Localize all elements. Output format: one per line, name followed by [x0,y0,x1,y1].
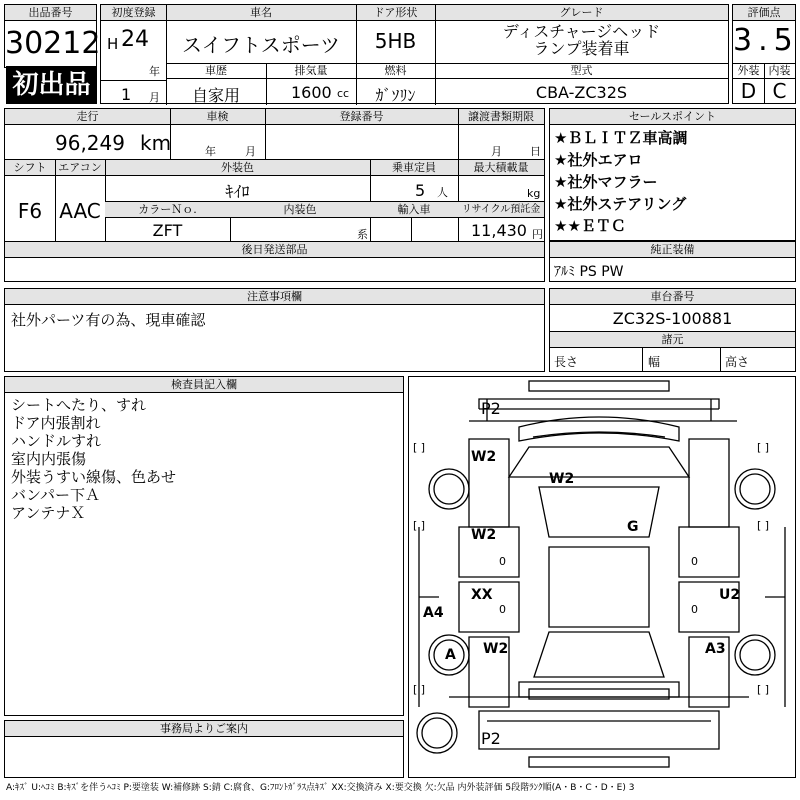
header-block [4,4,799,105]
chassis-value: ZC32S-100881 [612,309,733,328]
height-label: 高さ [725,355,750,369]
displacement-value: 1600 [291,83,332,102]
bracket-left-mid: [ ] [413,519,426,532]
reg-month: 1 [121,85,132,104]
specs-label: 諸元 [550,332,795,348]
transfer-day-unit: 日 [530,145,541,158]
int-label: 内装 [768,64,791,77]
ext-label: 外装 [737,64,760,77]
mileage-label: 走行 [5,109,170,125]
equipment-value: ｱﾙﾐ PS PW [554,264,624,280]
width-label: 幅 [648,355,661,369]
mark-w2-front-left: W2 [471,449,497,465]
vehicle-name: スイフトスポーツ [182,33,340,57]
sales-point: ★ＢＬＩＴＺ車高調 [554,129,688,147]
inspector-line: ドア内張割れ [11,414,101,432]
notes-value: 社外パーツ有の為、現車確認 [11,311,206,329]
mark-w2-front-door: W2 [471,527,497,543]
history-value: 自家用 [191,86,240,105]
model-label: 型式 [570,64,593,77]
reg-year: 24 [121,27,149,52]
maxload-label: 最大積載量 [458,160,544,176]
inspection-label: 車検 [170,109,265,125]
fuel-value: ｶﾞｿﾘﾝ [375,86,416,105]
sales-point: ★社外マフラー [554,173,658,191]
vehicle-header-grid [100,4,729,104]
first-listing-badge: 初出品 [6,66,97,104]
mark-zero-d: 0 [691,603,698,616]
car-outline-diagram [409,377,795,777]
lot-label: 出品番号 [5,5,96,21]
capacity-label: 乗車定員 [370,160,458,176]
mileage-value: 96,249 [55,131,125,155]
inspector-label: 検査員記入欄 [5,377,403,393]
color-value: ｷｲﾛ [225,182,250,201]
inspector-line: バンパー下Ａ [11,486,100,504]
sales-point: ★社外ステアリング [554,195,687,213]
equipment-box [549,241,796,282]
inspector-line: シートへたり、すれ [11,396,147,414]
name-label: 車名 [166,5,356,21]
score-box [732,4,799,104]
later-parts-label: 後日発送部品 [5,242,544,258]
reg-month-unit: 月 [149,91,160,104]
capacity-unit: 人 [437,186,448,199]
int-score: C [772,79,787,103]
inspector-line: アンテナＸ [11,504,86,522]
office-box [4,720,404,778]
sales-label: セールスポイント [550,109,795,125]
grade-line-2: ランプ装着車 [533,39,630,58]
transfer-label: 譲渡書類期限 [458,109,544,125]
car-diagram [408,376,796,778]
ext-score: D [740,79,757,103]
grade-label: グレード [435,5,728,21]
maxload-unit: kg [527,187,541,200]
displacement-unit: cc [337,87,350,100]
mileage-unit: km [140,131,172,155]
lot-box [4,4,101,68]
model-value: CBA-ZC32S [535,83,628,102]
details-grid [4,108,545,282]
mark-zero-a: 0 [499,555,506,568]
shift-label: シフト [5,160,55,176]
shift-value: F6 [17,199,43,223]
mark-w2-hood: W2 [549,471,575,487]
inspector-line: 室内内張傷 [11,450,87,468]
transfer-month-unit: 月 [491,145,502,158]
door-label: ドア形状 [356,5,435,21]
reg-year-unit: 年 [149,65,160,78]
ac-label: エアコン [55,160,105,176]
notes-label: 注意事項欄 [5,289,544,305]
mark-p2-bottom: P2 [481,729,501,748]
mark-a4-left: A4 [423,605,444,621]
history-label: 車歴 [205,64,227,77]
length-label: 長さ [554,355,579,369]
equipment-label: 純正装備 [550,242,795,258]
fuel-label: 燃料 [384,64,407,77]
colorno-label: カラーＮｏ. [105,202,230,218]
intcolor-unit: 系 [357,228,368,241]
score-label: 評価点 [733,5,795,21]
inspector-box [4,376,404,716]
disp-label: 排気量 [294,64,328,77]
inspector-notes [11,396,176,522]
office-label: 事務局よりご案内 [5,721,403,737]
bracket-left-low: [ ] [413,683,426,696]
chassis-box [549,288,796,372]
inspector-line: 外装うすい線傷、色あせ [11,468,177,486]
mark-p2-top: P2 [481,399,501,418]
colorno-value: ZFT [152,221,183,240]
lot-number: 30212 [5,26,101,61]
bracket-right-low: [ ] [757,683,770,696]
regno-label: 登録番号 [265,109,458,125]
score-value: 3.5 [733,23,799,58]
bracket-right-top: [ ] [757,441,770,454]
insp-year-unit: 年 [205,145,216,158]
bracket-right-mid: [ ] [757,519,770,532]
reg-label: 初度登録 [101,5,166,21]
mark-a3-right: A3 [705,641,726,657]
mark-xx-rear-door: XX [471,587,493,603]
legend: A:ｷｽﾞ U:ﾍｺﾐ B:ｷｽﾞを伴うﾍｺﾐ P:要塗装 W:補修跡 S:錆 C:腐食、G:ﾌﾛﾝﾄｶﾞﾗｽ点ｷｽﾞ XX:交換済み X:要交換 欠:欠品 内外装評価 5段階ﾗﾝｸ順(A・B・C・D・E) 3 [6,783,635,793]
sales-point: ★★ＥＴＣ [554,217,626,235]
recycle-label: リサイクル預託金 [458,202,544,218]
sales-points-box [549,108,796,241]
mark-g-windshield: G [627,519,639,535]
capacity-value: 5 [415,181,426,200]
ac-value: AAC [59,199,101,223]
import-label: 輸入車 [370,202,458,218]
notes-box [4,288,545,372]
sales-points-list [554,127,687,237]
recycle-unit: 円 [532,228,543,241]
mark-zero-b: 0 [691,555,698,568]
bracket-left-top: [ ] [413,441,426,454]
color-label: 外装色 [105,160,370,176]
sales-point: ★社外エアロ [554,151,643,169]
grade-line-1: ディスチャージヘッド [502,22,661,41]
mark-a-wheel: A [445,647,456,663]
door-type: 5HB [374,29,417,53]
inspector-line: ハンドルすれ [11,432,102,450]
mark-w2-rear-left: W2 [483,641,509,657]
chassis-label: 車台番号 [550,289,795,305]
insp-month-unit: 月 [245,145,256,158]
mark-u2-right: U2 [719,587,741,603]
intcolor-label: 内装色 [230,202,370,218]
mark-zero-c: 0 [499,603,506,616]
recycle-value: 11,430 [471,221,527,240]
era: H [107,35,119,53]
